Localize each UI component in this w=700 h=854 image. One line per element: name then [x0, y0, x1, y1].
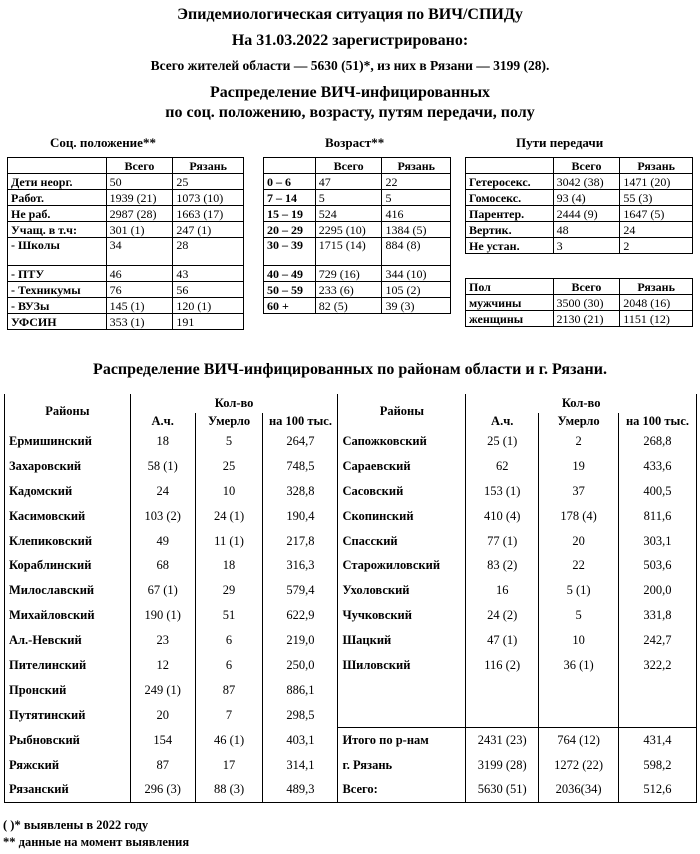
age-row — [264, 190, 451, 206]
age-row-ryazan: 884 (8) — [382, 238, 451, 266]
age-row — [264, 222, 451, 238]
district-died: 5 (1) — [539, 578, 619, 603]
social-row-ryazan: 25 — [173, 174, 244, 190]
district-row — [5, 479, 697, 504]
social-row-ryazan: 247 (1) — [173, 222, 244, 238]
district-died: 22 — [539, 553, 619, 578]
district-name: Сапожковский — [338, 429, 466, 454]
district-per100k: 748,5 — [263, 454, 338, 479]
districts-table — [4, 394, 697, 803]
age-row-label: 40 – 49 — [264, 266, 316, 282]
district-died: 19 — [539, 454, 619, 479]
transmission-table — [465, 157, 693, 254]
social-row-ryazan: 56 — [173, 282, 244, 298]
age-row-total: 1715 (14) — [315, 238, 382, 266]
district-died: 51 — [195, 603, 263, 628]
social-row — [8, 238, 244, 266]
district-abs: 249 (1) — [130, 678, 195, 703]
social-row-label: - ПТУ — [8, 266, 107, 282]
transmission-row-label: Не устан. — [466, 238, 554, 254]
social-row-label: - Техникумы — [8, 282, 107, 298]
district-per100k: 811,6 — [618, 504, 696, 529]
district-abs: 87 — [130, 753, 195, 778]
district-died: 37 — [539, 479, 619, 504]
age-caption: Возраст** — [325, 135, 385, 150]
social-row-label: Учащ. в т.ч: — [8, 222, 107, 238]
gender-row-label: мужчины — [466, 295, 554, 311]
district-died: 11 (1) — [195, 529, 263, 554]
district-per100k: 431,4 — [618, 728, 696, 753]
gender-row-ryazan: 1151 (12) — [620, 311, 693, 327]
district-died: 18 — [195, 553, 263, 578]
district-abs: 20 — [130, 703, 195, 728]
district-name: Михайловский — [5, 603, 131, 628]
district-abs: 23 — [130, 628, 195, 653]
district-per100k: 512,6 — [618, 777, 696, 802]
district-per100k: 886,1 — [263, 678, 338, 703]
district-died — [539, 678, 619, 703]
doc-date: На 31.03.2022 зарегистрировано: — [231, 32, 469, 49]
section-title: Распределение ВИЧ-инфицированных — [209, 84, 491, 101]
district-row — [5, 777, 697, 802]
district-died: 2 — [539, 429, 619, 454]
district-per100k: 433,6 — [618, 454, 696, 479]
transmission-row-label: Вертик. — [466, 222, 554, 238]
district-row — [5, 628, 697, 653]
district-abs: 62 — [466, 454, 539, 479]
district-abs: 116 (2) — [466, 653, 539, 678]
district-died: 24 (1) — [195, 504, 263, 529]
district-per100k: 328,8 — [263, 479, 338, 504]
social-row-ryazan: 191 — [173, 314, 244, 330]
transmission-row — [466, 206, 693, 222]
district-died: 25 — [195, 454, 263, 479]
age-row-label: 7 – 14 — [264, 190, 316, 206]
district-name: Пителинский — [5, 653, 131, 678]
district-name: Путятинский — [5, 703, 131, 728]
districts-col-per-left: на 100 тыс. — [263, 413, 338, 429]
age-row-ryazan: 5 — [382, 190, 451, 206]
district-name: Ухоловский — [338, 578, 466, 603]
district-name: Всего: — [338, 777, 466, 802]
district-abs: 153 (1) — [466, 479, 539, 504]
social-row — [8, 266, 244, 282]
social-row-total: 145 (1) — [106, 298, 173, 314]
district-per100k: 250,0 — [263, 653, 338, 678]
age-row-total: 524 — [315, 206, 382, 222]
district-abs: 190 (1) — [130, 603, 195, 628]
district-per100k: 579,4 — [263, 578, 338, 603]
district-row — [5, 454, 697, 479]
social-row-total: 46 — [106, 266, 173, 282]
district-name: Шиловский — [338, 653, 466, 678]
districts-col-died-left: Умерло — [195, 413, 263, 429]
district-per100k — [618, 678, 696, 703]
district-row — [5, 504, 697, 529]
district-name: Рязанский — [5, 777, 131, 802]
age-row-ryazan: 1384 (5) — [382, 222, 451, 238]
social-row-label: УФСИН — [8, 314, 107, 330]
districts-col-count-right: Кол-во — [466, 394, 697, 413]
district-per100k: 316,3 — [263, 553, 338, 578]
district-row — [5, 703, 697, 728]
district-died: 46 (1) — [195, 728, 263, 753]
age-row-total: 82 (5) — [315, 298, 382, 314]
gender-col-total: Всего — [553, 279, 620, 295]
district-died — [539, 703, 619, 728]
district-per100k: 219,0 — [263, 628, 338, 653]
age-row — [264, 174, 451, 190]
social-row-ryazan: 1073 (10) — [173, 190, 244, 206]
transmission-col-total: Всего — [553, 158, 620, 174]
age-row-label: 0 – 6 — [264, 174, 316, 190]
district-abs: 24 (2) — [466, 603, 539, 628]
age-row-label: 50 – 59 — [264, 282, 316, 298]
districts-col-district-right: Районы — [338, 394, 466, 429]
district-name: Кораблинский — [5, 553, 131, 578]
transmission-row-label: Гетеросекс. — [466, 174, 554, 190]
district-per100k: 403,1 — [263, 728, 338, 753]
social-col-ryazan: Рязань — [173, 158, 244, 174]
district-abs: 68 — [130, 553, 195, 578]
age-row-ryazan: 22 — [382, 174, 451, 190]
district-died: 764 (12) — [539, 728, 619, 753]
district-per100k: 503,6 — [618, 553, 696, 578]
transmission-row-total: 2444 (9) — [553, 206, 620, 222]
district-abs: 25 (1) — [466, 429, 539, 454]
district-per100k: 242,7 — [618, 628, 696, 653]
age-row-total: 5 — [315, 190, 382, 206]
gender-row-label: женщины — [466, 311, 554, 327]
district-per100k: 331,8 — [618, 603, 696, 628]
social-row — [8, 282, 244, 298]
age-row-label: 15 – 19 — [264, 206, 316, 222]
district-abs: 49 — [130, 529, 195, 554]
transmission-row — [466, 190, 693, 206]
districts-col-per-right: на 100 тыс. — [618, 413, 696, 429]
transmission-row-ryazan: 24 — [620, 222, 693, 238]
social-row-total: 50 — [106, 174, 173, 190]
district-name: Ал.-Невский — [5, 628, 131, 653]
district-abs: 24 — [130, 479, 195, 504]
age-row-label: 20 – 29 — [264, 222, 316, 238]
age-row-label: 30 – 39 — [264, 238, 316, 266]
district-per100k: 622,9 — [263, 603, 338, 628]
transmission-row — [466, 174, 693, 190]
district-per100k: 268,8 — [618, 429, 696, 454]
district-row — [5, 429, 697, 454]
district-row — [5, 553, 697, 578]
district-died: 87 — [195, 678, 263, 703]
district-name: Сараевский — [338, 454, 466, 479]
districts-col-count-left: Кол-во — [130, 394, 338, 413]
transmission-row-total: 3042 (38) — [553, 174, 620, 190]
districts-col-abs-right: А.ч. — [466, 413, 539, 429]
district-abs: 18 — [130, 429, 195, 454]
district-abs: 154 — [130, 728, 195, 753]
district-died: 6 — [195, 628, 263, 653]
district-row — [5, 728, 697, 753]
section-subtitle: по соц. положению, возрасту, путям передачи, полу — [165, 104, 535, 121]
social-col-total: Всего — [106, 158, 173, 174]
transmission-header-empty — [466, 158, 554, 174]
district-died: 20 — [539, 529, 619, 554]
districts-col-died-right: Умерло — [539, 413, 619, 429]
district-name: Старожиловский — [338, 553, 466, 578]
transmission-row — [466, 222, 693, 238]
social-row-label: - ВУЗы — [8, 298, 107, 314]
age-row-ryazan: 344 (10) — [382, 266, 451, 282]
district-name: Рыбновский — [5, 728, 131, 753]
gender-col-ryazan: Рязань — [620, 279, 693, 295]
age-table — [263, 157, 451, 314]
district-name: Чучковский — [338, 603, 466, 628]
social-row-label: - Школы — [8, 238, 107, 266]
district-row — [5, 678, 697, 703]
footnote-2022: ( )* выявлены в 2022 году — [3, 818, 149, 832]
districts-col-district-left: Районы — [5, 394, 131, 429]
district-name: г. Рязань — [338, 753, 466, 778]
district-per100k: 264,7 — [263, 429, 338, 454]
district-died: 88 (3) — [195, 777, 263, 802]
district-name: Кадомский — [5, 479, 131, 504]
transmission-row-label: Парентер. — [466, 206, 554, 222]
district-name: Шацкий — [338, 628, 466, 653]
gender-row-ryazan: 2048 (16) — [620, 295, 693, 311]
district-name: Итого по р-нам — [338, 728, 466, 753]
district-name — [338, 678, 466, 703]
district-per100k: 400,5 — [618, 479, 696, 504]
social-row-total: 2987 (28) — [106, 206, 173, 222]
district-abs: 47 (1) — [466, 628, 539, 653]
social-row — [8, 206, 244, 222]
district-per100k: 598,2 — [618, 753, 696, 778]
social-header-empty — [8, 158, 107, 174]
age-row-ryazan: 105 (2) — [382, 282, 451, 298]
social-row — [8, 222, 244, 238]
district-abs: 410 (4) — [466, 504, 539, 529]
transmission-row-ryazan: 55 (3) — [620, 190, 693, 206]
social-row-label: Не раб. — [8, 206, 107, 222]
transmission-col-ryazan: Рязань — [620, 158, 693, 174]
district-died: 36 (1) — [539, 653, 619, 678]
doc-summary: Всего жителей области — 5630 (51)*, из них в Рязани — 3199 (28). — [150, 58, 550, 73]
district-per100k: 190,4 — [263, 504, 338, 529]
district-abs: 16 — [466, 578, 539, 603]
transmission-row-ryazan: 1471 (20) — [620, 174, 693, 190]
district-name: Спасский — [338, 529, 466, 554]
age-col-ryazan: Рязань — [382, 158, 451, 174]
district-died: 17 — [195, 753, 263, 778]
district-abs: 83 (2) — [466, 553, 539, 578]
transmission-caption: Пути передачи — [516, 135, 604, 150]
district-per100k: 298,5 — [263, 703, 338, 728]
district-abs — [466, 703, 539, 728]
district-row — [5, 653, 697, 678]
age-row — [264, 266, 451, 282]
age-row-ryazan: 39 (3) — [382, 298, 451, 314]
district-per100k: 217,8 — [263, 529, 338, 554]
gender-row-total: 3500 (30) — [553, 295, 620, 311]
district-name: Захаровский — [5, 454, 131, 479]
social-row-total: 76 — [106, 282, 173, 298]
district-per100k: 303,1 — [618, 529, 696, 554]
transmission-row-ryazan: 1647 (5) — [620, 206, 693, 222]
district-died: 10 — [195, 479, 263, 504]
footnote-detection: ** данные на момент выявления — [3, 835, 190, 849]
social-row-total: 353 (1) — [106, 314, 173, 330]
district-abs: 103 (2) — [130, 504, 195, 529]
transmission-row-label: Гомосекс. — [466, 190, 554, 206]
gender-table — [465, 278, 693, 327]
age-col-total: Всего — [315, 158, 382, 174]
gender-row — [466, 295, 693, 311]
districts-col-abs-left: А.ч. — [130, 413, 195, 429]
districts-title: Распределение ВИЧ-инфицированных по районам области и г. Рязани. — [93, 361, 607, 378]
social-row — [8, 314, 244, 330]
district-name: Клепиковский — [5, 529, 131, 554]
social-row-label: Дети неорг. — [8, 174, 107, 190]
doc-title: Эпидемиологическая ситуация по ВИЧ/СПИДу — [177, 6, 523, 23]
age-row-label: 60 + — [264, 298, 316, 314]
social-row-total: 301 (1) — [106, 222, 173, 238]
district-name: Милославский — [5, 578, 131, 603]
age-row-total: 47 — [315, 174, 382, 190]
age-row — [264, 298, 451, 314]
age-row-ryazan: 416 — [382, 206, 451, 222]
district-per100k — [618, 703, 696, 728]
district-died: 5 — [195, 429, 263, 454]
age-row — [264, 206, 451, 222]
district-per100k: 489,3 — [263, 777, 338, 802]
district-per100k: 314,1 — [263, 753, 338, 778]
district-abs: 77 (1) — [466, 529, 539, 554]
age-row-total: 233 (6) — [315, 282, 382, 298]
age-row-total: 2295 (10) — [315, 222, 382, 238]
district-abs: 58 (1) — [130, 454, 195, 479]
transmission-row-total: 3 — [553, 238, 620, 254]
district-died: 178 (4) — [539, 504, 619, 529]
district-name: Ермишинский — [5, 429, 131, 454]
district-died: 6 — [195, 653, 263, 678]
district-row — [5, 529, 697, 554]
district-name: Касимовский — [5, 504, 131, 529]
district-row — [5, 603, 697, 628]
social-row-ryazan: 28 — [173, 238, 244, 266]
transmission-row-ryazan: 2 — [620, 238, 693, 254]
social-row-label: Работ. — [8, 190, 107, 206]
district-died: 2036(34) — [539, 777, 619, 802]
district-per100k: 322,2 — [618, 653, 696, 678]
gender-row-total: 2130 (21) — [553, 311, 620, 327]
district-abs — [466, 678, 539, 703]
social-row — [8, 190, 244, 206]
district-abs: 67 (1) — [130, 578, 195, 603]
age-row-total: 729 (16) — [315, 266, 382, 282]
district-name — [338, 703, 466, 728]
district-name: Сасовский — [338, 479, 466, 504]
district-died: 5 — [539, 603, 619, 628]
gender-row — [466, 311, 693, 327]
district-abs: 12 — [130, 653, 195, 678]
district-died: 7 — [195, 703, 263, 728]
district-name: Скопинский — [338, 504, 466, 529]
social-row-ryazan: 43 — [173, 266, 244, 282]
social-row-total: 34 — [106, 238, 173, 266]
social-row-ryazan: 1663 (17) — [173, 206, 244, 222]
social-row — [8, 174, 244, 190]
social-row-ryazan: 120 (1) — [173, 298, 244, 314]
district-died: 29 — [195, 578, 263, 603]
district-abs: 296 (3) — [130, 777, 195, 802]
district-row — [5, 753, 697, 778]
district-died: 10 — [539, 628, 619, 653]
transmission-row-total: 48 — [553, 222, 620, 238]
district-name: Ряжский — [5, 753, 131, 778]
age-row — [264, 238, 451, 266]
district-abs: 5630 (51) — [466, 777, 539, 802]
transmission-row — [466, 238, 693, 254]
age-header-empty — [264, 158, 316, 174]
district-name: Пронский — [5, 678, 131, 703]
district-abs: 2431 (23) — [466, 728, 539, 753]
social-row — [8, 298, 244, 314]
district-per100k: 200,0 — [618, 578, 696, 603]
district-died: 1272 (22) — [539, 753, 619, 778]
age-row — [264, 282, 451, 298]
gender-col-label: Пол — [466, 279, 554, 295]
transmission-row-total: 93 (4) — [553, 190, 620, 206]
social-caption: Соц. положение** — [50, 135, 156, 150]
district-row — [5, 578, 697, 603]
social-table — [7, 157, 244, 330]
district-abs: 3199 (28) — [466, 753, 539, 778]
social-row-total: 1939 (21) — [106, 190, 173, 206]
